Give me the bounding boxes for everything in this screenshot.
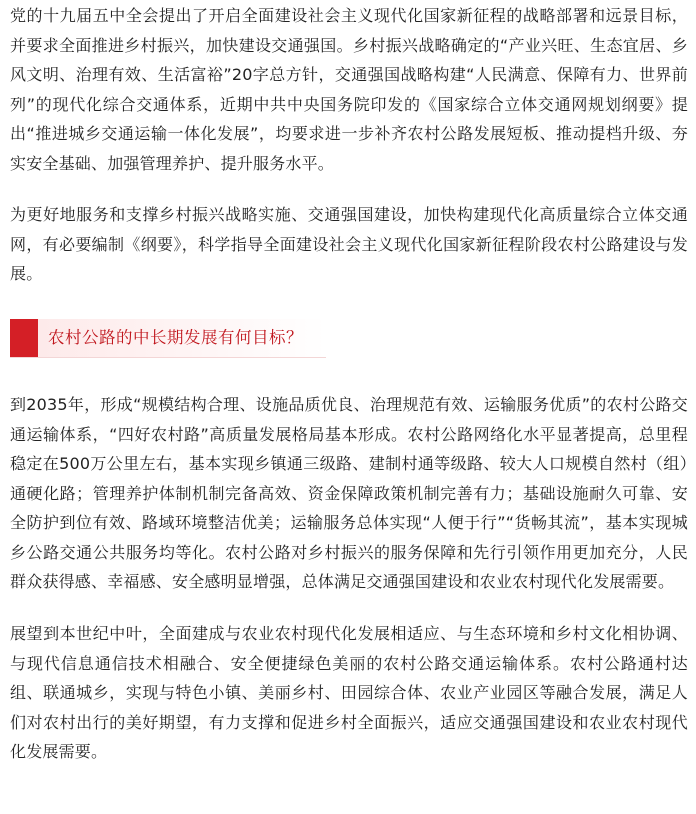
intro-paragraph-2: 为更好地服务和支撑乡村振兴战略实施、交通强国建设，加快构建现代化高质量综合立体交通网，有必要编制《纲要》，科学指导全面建设社会主义现代化国家新征程阶段农村公路建设与发展。 bbox=[10, 205, 688, 283]
section-paragraph-1: 到2035年，形成“规模结构合理、设施品质优良、治理规范有效、运输服务优质”的农村公路交通运输体系，“四好农村路”高质量发展格局基本形成。农村公路网络化水平显著提高，总里程稳定在500万公里左右，基本实现乡镇通三级路、建制村通等级路、较大人口规模自然村（组）通硬化路；管理养护体制机制完备高效、资金保障政策机制完善有力；基础设施耐久可靠、安全防护到位有效、路域环境整洁优美；运输服务总体实现“人便于行”“货畅其流”，基本实现城乡公路交通公共服务均等化。农村公路对乡村振兴的服务保障和先行引领作用更加充分，人民群众获得感、幸福感、安全感明显增强，总体满足交通强国建设和农业农村现代化发展需要。 bbox=[10, 395, 688, 591]
section-heading-text: 农村公路的中长期发展有何目标？ bbox=[48, 328, 303, 347]
heading-accent-bar bbox=[10, 319, 38, 357]
intro-paragraph-1: 党的十九届五中全会提出了开启全面建设社会主义现代化国家新征程的战略部署和远景目标，并要求全面推进乡村振兴，加快建设交通强国。乡村振兴战略确定的“产业兴旺、生态宜居、乡风文明、治理有效、生活富裕”20字总方针，交通强国战略构建“人民满意、保障有力、世界前列”的现代化综合交通体系，近期中共中央国务院印发的《国家综合立体交通网规划纲要》提出“推进城乡交通运输一体化发展”，均要求进一步补齐农村公路发展短板、推动提档升级、夯实安全基础、加强管理养护、提升服务水平。 bbox=[10, 6, 688, 173]
section-paragraph-2: 展望到本世纪中叶，全面建成与农业农村现代化发展相适应、与生态环境和乡村文化相协调、与现代信息通信技术相融合、安全便捷绿色美丽的农村公路交通运输体系。农村公路通村达组、联通城乡，实现与特色小镇、美丽乡村、田园综合体、农业产业园区等融合发展，满足人们对农村出行的美好期望，有力支撑和促进乡村全面振兴，适应交通强国建设和农业农村现代化发展需要。 bbox=[10, 624, 688, 761]
section-heading bbox=[10, 319, 326, 358]
